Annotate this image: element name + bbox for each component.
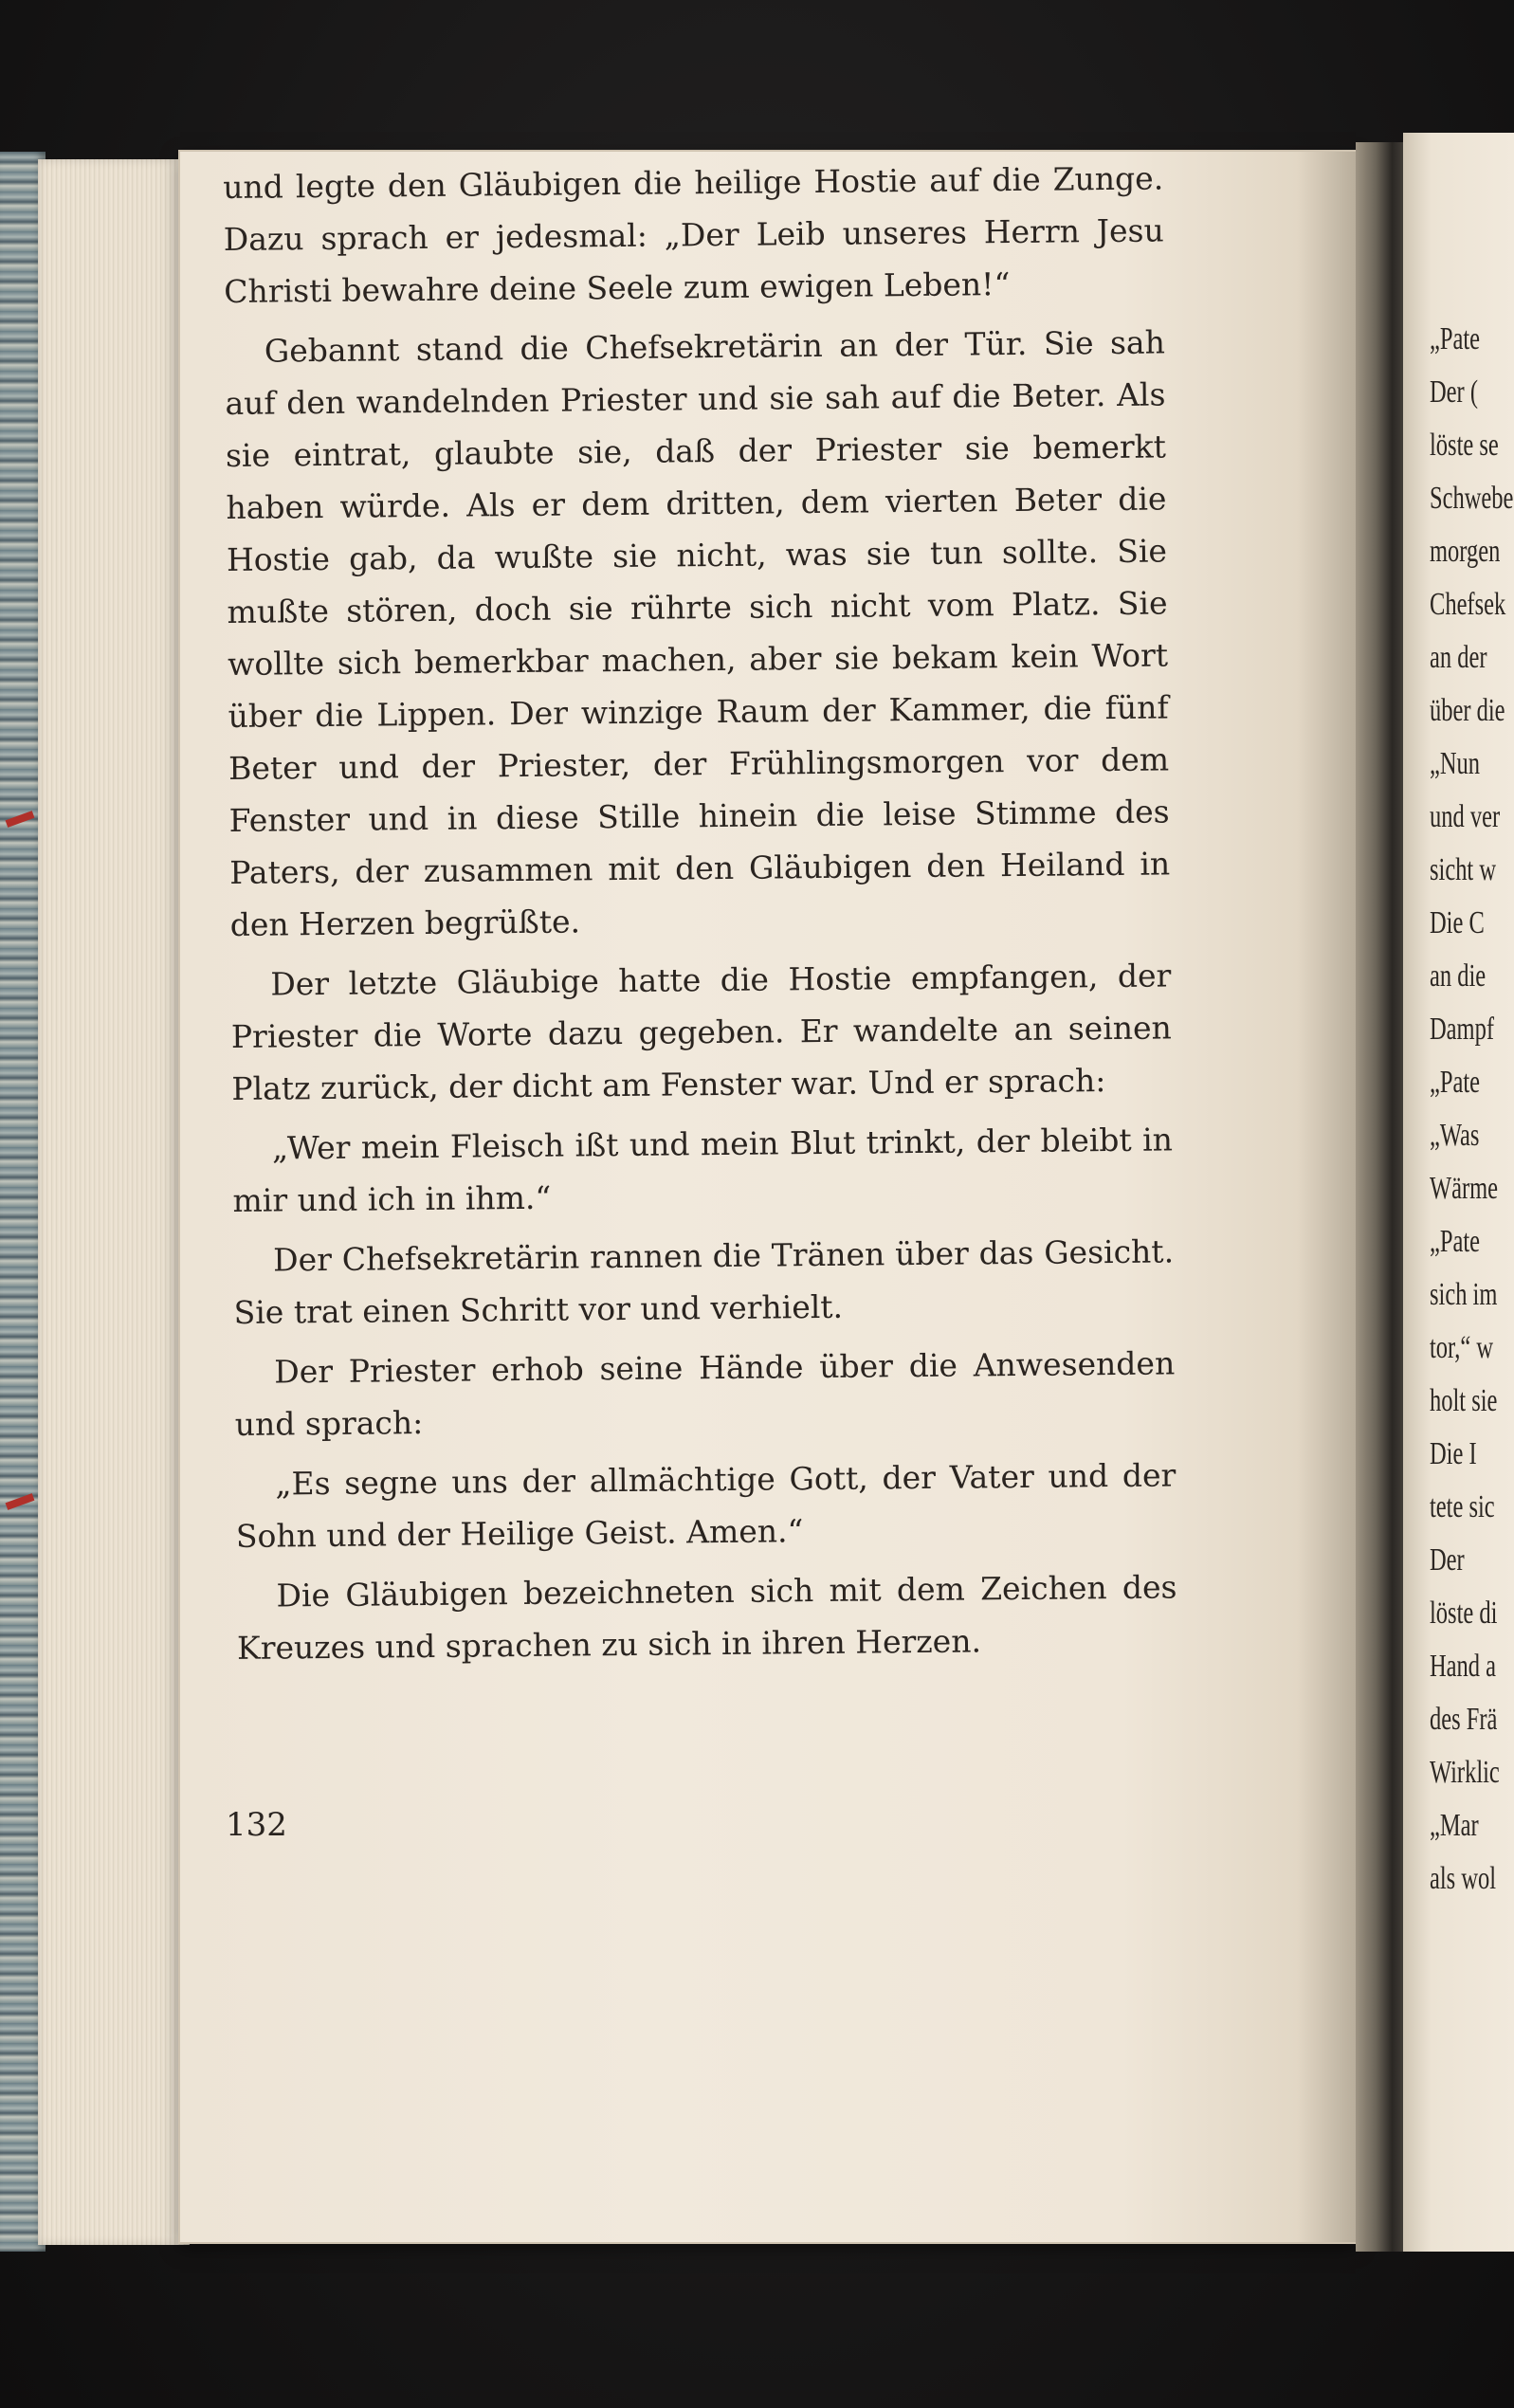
right-page-line: tete sic <box>1430 1489 1495 1524</box>
right-page-line: Schwebe <box>1430 481 1514 516</box>
right-page-line: „Mar <box>1430 1808 1479 1843</box>
page-text <box>223 152 1177 1681</box>
right-page-text <box>1430 313 1513 1906</box>
right-page-line: Der ( <box>1430 374 1478 410</box>
right-page-line: tor,“ w <box>1430 1330 1494 1365</box>
right-page-line: „Pate <box>1430 1224 1481 1259</box>
right-page-line: an der <box>1430 640 1487 675</box>
right-page-line: „Nun <box>1430 746 1481 781</box>
right-page-line: Die C <box>1430 905 1485 940</box>
right-page-line: morgen <box>1430 534 1501 569</box>
cover-pattern-mark <box>6 811 35 828</box>
right-page-line: Dampf <box>1430 1012 1494 1047</box>
paragraph: Die Gläubigen bezeichneten sich mit dem Zeichen des Kreuzes und sprachen zu sich in ihren Herzen. <box>236 1568 1177 1667</box>
paragraph: Der Chefsekretärin rannen die Tränen über das Gesicht. Sie trat einen Schritt vor und verhielt. <box>233 1232 1175 1331</box>
right-page-line: Wärme <box>1430 1171 1499 1206</box>
cover-pattern-mark <box>6 1493 35 1510</box>
right-page-line: des Frä <box>1430 1702 1498 1737</box>
paragraph: Der letzte Gläubige hatte die Hostie empfangen, der Priester die Worte dazu gegeben. Er wandelte an seinen Platz zurück, der dicht am Fenster war. Und er sprach: <box>230 957 1173 1107</box>
right-page <box>1403 133 1514 2252</box>
right-page-line: „Pate <box>1430 1065 1481 1100</box>
right-page-line: über die <box>1430 693 1505 728</box>
paragraph: „Wer mein Fleisch ißt und mein Blut trinkt, der bleibt in mir und ich in ihm.“ <box>232 1121 1174 1219</box>
right-page-line: an die <box>1430 958 1487 994</box>
paragraph: Der Priester erhob seine Hände über die Anwesenden und sprach: <box>234 1344 1176 1443</box>
right-page-line: Die I <box>1430 1436 1477 1471</box>
page-number: 132 <box>226 1806 287 1844</box>
right-page-line: Chefsek <box>1430 587 1506 622</box>
right-page-line: „Pate <box>1430 321 1481 356</box>
right-page-line: sich im <box>1430 1277 1498 1312</box>
right-page-line: Hand a <box>1430 1649 1497 1684</box>
right-page-line: löste se <box>1430 428 1499 463</box>
right-page-line: und ver <box>1430 799 1501 834</box>
right-page-line: holt sie <box>1430 1383 1498 1418</box>
right-page-line: Der <box>1430 1542 1465 1578</box>
right-page-line: Wirklic <box>1430 1755 1500 1790</box>
paragraph: „Es segne uns der allmächtige Gott, der Vater und der Sohn und der Heilige Geist. Amen.“ <box>235 1456 1177 1555</box>
right-page-line: löste di <box>1430 1596 1498 1631</box>
paragraph: Gebannt stand die Chefsekretärin an der Tür. Sie sah auf den wandelnden Priester und sie sah auf die Beter. Als sie eintrat, glaubte sie, daß der Priester sie bemerkt haben würde. Als er dem dritten, dem vierten Beter die Hostie gab, da wußte sie nicht, was sie tun sollte. Sie mußte stören, doch sie rührte sich nicht vom Platz. Sie wollte sich bemerkbar machen, aber sie bekam kein Wort über die Lippen. Der winzige Raum der Kammer, die fünf Beter und der Priester, der Frühlingsmorgen vor dem Fenster und in diese Stille hinein die leise Stimme des Paters, der zusammen mit den Gläubigen den Heiland in den Herzen begrüßte. <box>225 323 1171 943</box>
right-page-line: „Was <box>1430 1118 1480 1153</box>
right-page-line: sicht w <box>1430 852 1497 887</box>
right-page-line: als wol <box>1430 1861 1497 1896</box>
paragraph: und legte den Gläubigen die heilige Hostie auf die Zunge. Dazu sprach er jedesmal: „Der Leib unseres Herrn Jesu Christi bewahre deine Seele zum ewigen Leben!“ <box>223 159 1164 310</box>
page-stack-edges <box>38 159 190 2245</box>
